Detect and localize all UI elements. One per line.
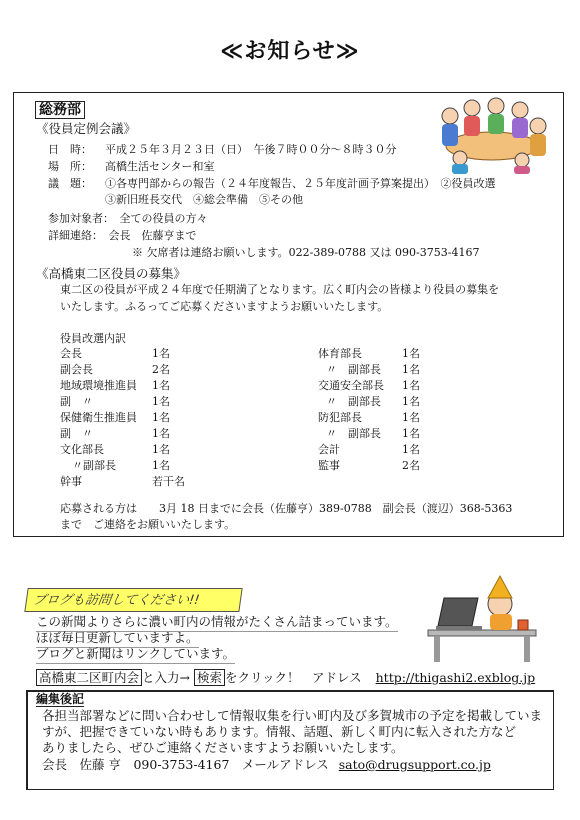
- editor-contact-line: [42, 757, 491, 773]
- date-label: 日 時：: [48, 143, 92, 156]
- role-count: 1名: [402, 411, 420, 424]
- role-name: 〃副部長: [72, 459, 116, 472]
- blog-line-3: ブログと新聞はリンクしています。: [36, 646, 235, 664]
- place-value: 高橋生活センター和室: [105, 160, 215, 173]
- laptop-illustration: [424, 574, 542, 664]
- role-count: 1名: [402, 427, 420, 440]
- role-name: 交通安全部長: [318, 379, 384, 392]
- role-count: 1名: [152, 443, 170, 456]
- agenda-line-2: ③新旧班長交代 ④総会準備 ⑤その他: [105, 193, 303, 206]
- page-title: ≪お知らせ≫: [220, 39, 360, 64]
- recruit-body-2: いたします。ふるってご応募くださいますようお願いいたします。: [60, 300, 389, 313]
- role-count: 1名: [152, 347, 170, 360]
- meeting-title: 《役員定例会議》: [36, 121, 137, 136]
- agenda-line-1: ①各専門部からの報告（２４年度報告、２５年度計画予算案提出） ②役員改選: [105, 177, 496, 190]
- role-count: 2名: [402, 459, 420, 472]
- apply-line-1: 応募される方は 3月 18 日までに会長（佐藤亨）389-0788 副会長（渡辺）368-5363: [60, 502, 513, 515]
- role-count: 1名: [402, 363, 420, 376]
- click-text: をクリック！ アドレス: [225, 670, 362, 685]
- role-name: 〃 副部長: [326, 363, 381, 376]
- role-count: 1名: [402, 379, 420, 392]
- role-name: 地域環境推進員: [60, 379, 137, 392]
- role-name: 〃 副部長: [326, 395, 381, 408]
- role-count: 1名: [402, 443, 420, 456]
- recruit-title: 《高橋東二区役員の募集》: [36, 266, 187, 281]
- agenda-label: 議 題：: [48, 177, 92, 190]
- attendees: 参加対象者： 全ての役員の方々: [48, 212, 208, 225]
- place-label: 場 所：: [48, 160, 92, 173]
- editor-line-2: すが、把握できていない時もあります。情報、話題、新しく町内に転入された方など: [42, 724, 517, 739]
- search-term-box[interactable]: 高橋東二区町内会: [36, 669, 142, 686]
- role-name: 防犯部長: [318, 411, 362, 424]
- role-count: 1名: [152, 411, 170, 424]
- date-value: 平成２５年３月２３日（日） 午後７時００分～８時３０分: [105, 143, 397, 156]
- blog-url-link[interactable]: http://thigashi2.exblog.jp: [375, 670, 536, 685]
- role-count: 1名: [402, 347, 420, 360]
- role-name: 体育部長: [318, 347, 362, 360]
- role-name: 幹事: [60, 475, 82, 488]
- role-count: 1名: [152, 395, 170, 408]
- blog-line-2: ほぼ毎日更新していますよ。: [36, 630, 199, 648]
- absence-note: ※ 欠席者は連絡お願いします。022-389-0788 又は 090-3753-4167: [132, 246, 480, 259]
- role-name: 副 〃: [60, 427, 93, 440]
- role-count: 1名: [152, 379, 170, 392]
- general-affairs-heading: 総務部: [35, 101, 85, 119]
- role-count: 1名: [152, 427, 170, 440]
- role-count: 若干名: [152, 475, 185, 488]
- role-count: 1名: [152, 459, 170, 472]
- apply-line-2: まで ご連絡をお願いいたします。: [60, 518, 236, 531]
- role-name: 監事: [318, 459, 340, 472]
- role-count: 1名: [402, 395, 420, 408]
- enter-text: と入力→: [142, 670, 190, 685]
- roles-heading: 役員改選内訳: [60, 332, 126, 345]
- meeting-illustration: [430, 96, 554, 174]
- contact-info: 詳細連絡： 会長 佐藤亨まで: [48, 229, 197, 242]
- role-name: 会計: [318, 443, 340, 456]
- role-name: 会長: [60, 347, 82, 360]
- recruit-body-1: 東二区の役員が平成２４年度で任期満了となります。広く町内会の皆様より役員の募集を: [60, 283, 500, 296]
- editor-line-1: 各担当部署などに問い合わせして情報収集を行い町内及び多賀城市の予定を掲載していま: [42, 708, 543, 723]
- role-name: 副 〃: [60, 395, 93, 408]
- role-name: 文化部長: [60, 443, 104, 456]
- role-name: 〃 副部長: [326, 427, 381, 440]
- editor-heading: 編集後記: [36, 692, 85, 706]
- email-link[interactable]: sato@drugsupport.co.jp: [338, 757, 491, 772]
- blog-search-line: [36, 670, 535, 686]
- blog-line-1: この新聞よりさらに濃い町内の情報がたくさん詰まっています。: [36, 614, 398, 632]
- editor-line-3: ありましたら、ぜひご連絡くださいますようお願いいたします。: [42, 740, 404, 755]
- role-name: 副会長: [60, 363, 93, 376]
- editor-contact: 会長 佐藤 亨 090-3753-4167 メールアドレス: [42, 757, 329, 772]
- role-count: 2名: [152, 363, 170, 376]
- role-name: 保健衛生推進員: [60, 411, 137, 424]
- blog-banner: ブログも訪問してください!!: [24, 588, 242, 612]
- search-button[interactable]: 検索: [194, 669, 225, 686]
